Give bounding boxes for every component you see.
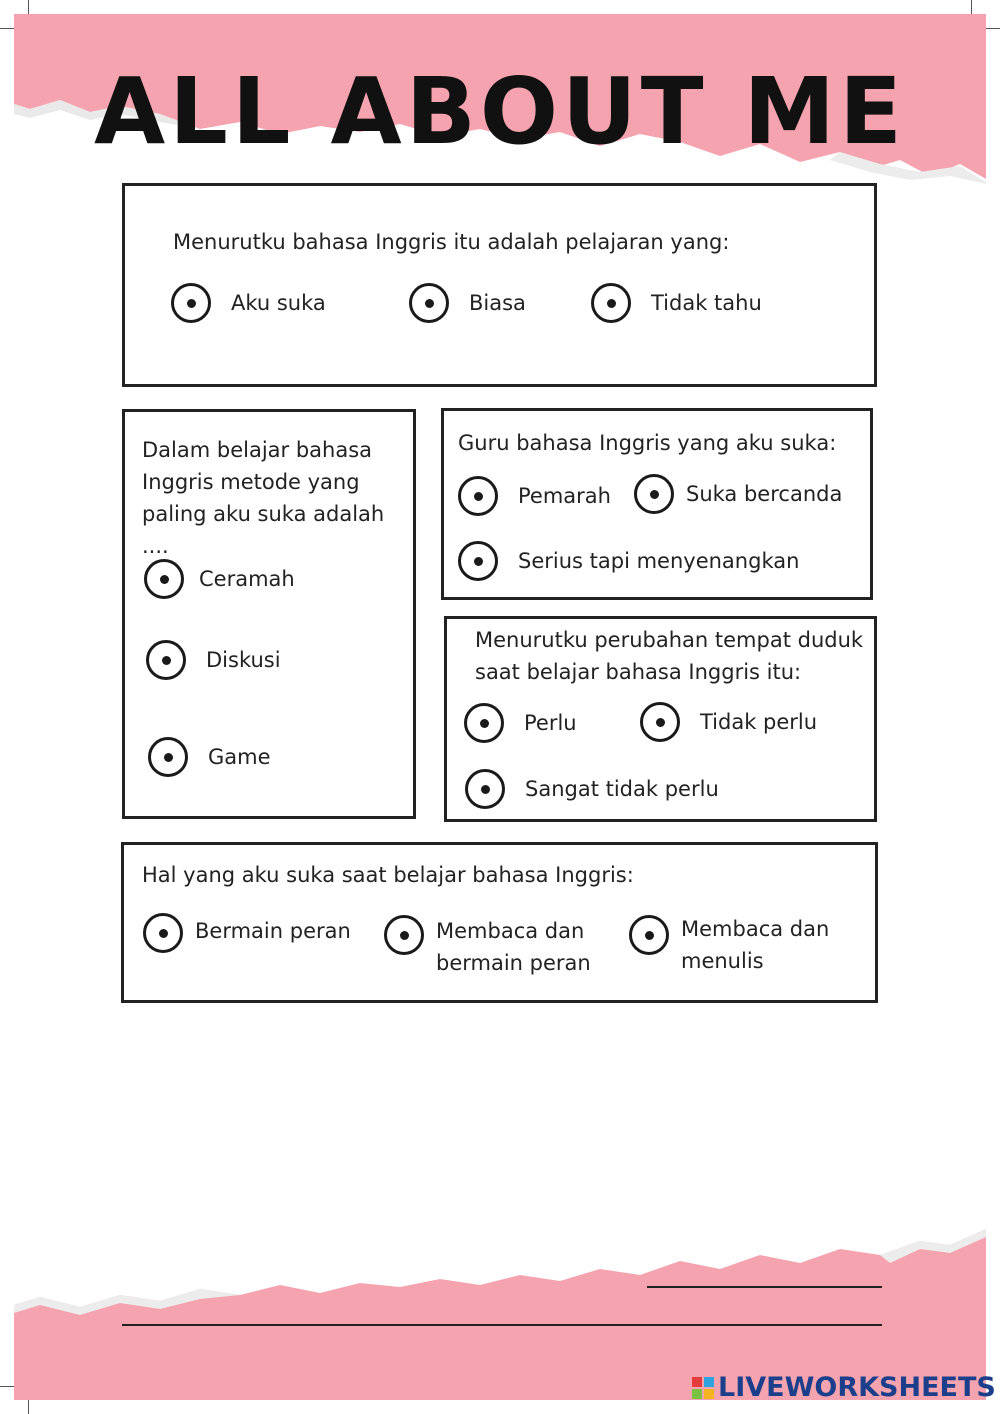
question-box-5 bbox=[121, 842, 878, 1003]
question-2-line-1: Dalam belajar bahasa bbox=[142, 438, 373, 462]
liveworksheets-brand bbox=[692, 1372, 996, 1403]
option-label: Suka bercanda bbox=[686, 482, 843, 506]
q1-option-tidak-tahu[interactable] bbox=[591, 283, 762, 323]
question-1-text: Menurutku bahasa Inggris itu adalah pelajaran yang: bbox=[173, 230, 730, 254]
option-label: Tidak perlu bbox=[700, 710, 818, 734]
option-label-line-1: Membaca dan bbox=[436, 919, 585, 943]
option-label-line-1: Bermain peran bbox=[195, 919, 351, 943]
q2-option-game[interactable] bbox=[148, 737, 271, 777]
radio-dot-icon bbox=[160, 575, 169, 584]
option-label bbox=[436, 915, 591, 979]
option-label: Aku suka bbox=[231, 291, 326, 315]
q3-option-serius-tapi-menyenangkan[interactable] bbox=[458, 541, 799, 581]
question-4-text bbox=[475, 624, 863, 688]
q4-option-perlu[interactable] bbox=[464, 703, 577, 743]
radio-dot-icon bbox=[474, 492, 483, 501]
radio-button-icon[interactable] bbox=[464, 703, 504, 743]
radio-button-icon[interactable] bbox=[640, 702, 680, 742]
question-box-1 bbox=[122, 183, 877, 387]
option-label-line-1: Membaca dan bbox=[681, 917, 830, 941]
option-label: Game bbox=[208, 745, 271, 769]
radio-button-icon[interactable] bbox=[629, 915, 669, 955]
radio-dot-icon bbox=[162, 656, 171, 665]
radio-dot-icon bbox=[481, 785, 490, 794]
radio-button-icon[interactable] bbox=[143, 913, 183, 953]
option-label-line-2: bermain peran bbox=[436, 951, 591, 975]
radio-dot-icon bbox=[656, 718, 665, 727]
radio-dot-icon bbox=[480, 719, 489, 728]
option-label: Ceramah bbox=[199, 567, 295, 591]
option-label: Perlu bbox=[524, 711, 577, 735]
option-label: Serius tapi menyenangkan bbox=[518, 549, 800, 573]
q5-option-membaca-dan-bermain-peran[interactable] bbox=[384, 915, 591, 979]
radio-dot-icon bbox=[400, 931, 409, 940]
radio-dot-icon bbox=[607, 299, 616, 308]
q2-option-ceramah[interactable] bbox=[144, 559, 295, 599]
option-label: Diskusi bbox=[206, 648, 281, 672]
radio-button-icon[interactable] bbox=[146, 640, 186, 680]
option-label: Biasa bbox=[469, 291, 526, 315]
radio-button-icon[interactable] bbox=[634, 474, 674, 514]
radio-dot-icon bbox=[474, 557, 483, 566]
option-label: Sangat tidak perlu bbox=[525, 777, 719, 801]
question-5-text: Hal yang aku suka saat belajar bahasa Inggris: bbox=[142, 863, 634, 887]
radio-dot-icon bbox=[425, 299, 434, 308]
radio-dot-icon bbox=[187, 299, 196, 308]
question-4-line-2: saat belajar bahasa Inggris itu: bbox=[475, 660, 802, 684]
brand-name: LIVEWORKSHEETS bbox=[718, 1372, 996, 1403]
q1-option-aku-suka[interactable] bbox=[171, 283, 326, 323]
q3-option-suka-bercanda[interactable] bbox=[634, 474, 842, 514]
q3-option-pemarah[interactable] bbox=[458, 476, 611, 516]
q5-option-membaca-dan-menulis[interactable] bbox=[629, 915, 829, 977]
radio-button-icon[interactable] bbox=[171, 283, 211, 323]
q5-option-bermain-peran[interactable] bbox=[143, 913, 351, 953]
radio-dot-icon bbox=[650, 490, 659, 499]
question-3-text: Guru bahasa Inggris yang aku suka: bbox=[458, 431, 837, 455]
short-writing-line bbox=[647, 1286, 882, 1288]
radio-button-icon[interactable] bbox=[458, 476, 498, 516]
radio-button-icon[interactable] bbox=[458, 541, 498, 581]
page-title: ALL ABOUT ME bbox=[94, 58, 906, 165]
question-4-line-1: Menurutku perubahan tempat duduk bbox=[475, 628, 864, 652]
question-box-2 bbox=[122, 409, 416, 819]
option-label: Tidak tahu bbox=[651, 291, 762, 315]
question-2-line-2: Inggris metode yang bbox=[142, 470, 360, 494]
radio-button-icon[interactable] bbox=[591, 283, 631, 323]
radio-button-icon[interactable] bbox=[144, 559, 184, 599]
radio-button-icon[interactable] bbox=[384, 915, 424, 955]
radio-button-icon[interactable] bbox=[148, 737, 188, 777]
option-label: Pemarah bbox=[518, 484, 611, 508]
radio-button-icon[interactable] bbox=[465, 769, 505, 809]
question-2-text bbox=[142, 434, 413, 562]
q4-option-tidak-perlu[interactable] bbox=[640, 702, 817, 742]
radio-dot-icon bbox=[159, 929, 168, 938]
q1-option-biasa[interactable] bbox=[409, 283, 526, 323]
option-label bbox=[195, 915, 351, 947]
radio-button-icon[interactable] bbox=[409, 283, 449, 323]
q2-option-diskusi[interactable] bbox=[146, 640, 281, 680]
option-label-line-2: menulis bbox=[681, 949, 764, 973]
liveworksheets-logo-icon bbox=[692, 1377, 714, 1399]
question-2-line-3: paling aku suka adalah .... bbox=[142, 502, 385, 558]
q4-option-sangat-tidak-perlu[interactable] bbox=[465, 769, 719, 809]
long-writing-line bbox=[122, 1324, 882, 1326]
option-label bbox=[681, 913, 829, 977]
question-box-4 bbox=[444, 616, 877, 822]
radio-dot-icon bbox=[164, 753, 173, 762]
radio-dot-icon bbox=[645, 931, 654, 940]
question-box-3 bbox=[441, 408, 873, 600]
